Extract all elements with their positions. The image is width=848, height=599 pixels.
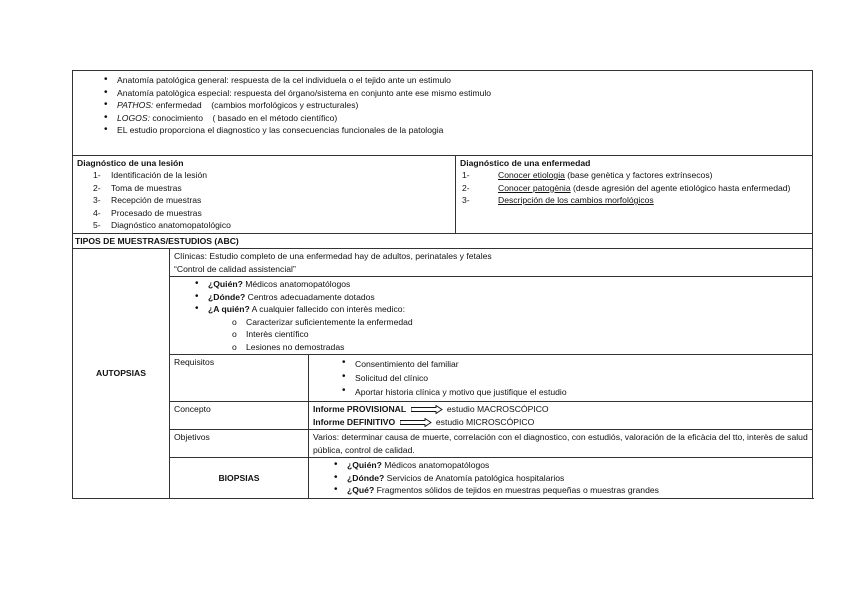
tipos-title: TIPOS DE MUESTRAS/ESTUDIOS (ABC) xyxy=(73,233,813,249)
list-item: • Anatomía patológica general: respuesta de la cel individuela o el tejido ante un estimulo xyxy=(117,74,808,87)
objetivos-text: Varios: determinar causa de muerte, correlación con el diagnostico, con estudiós, valoración de la eficàcia del tto, interès de salud pública, control de calidad. xyxy=(309,430,813,458)
autopsias-preguntas xyxy=(174,278,808,353)
list-item: 4- Procesado de muestras xyxy=(93,207,202,218)
list-item: 1- Identificación de la lesión xyxy=(93,170,208,180)
notes-table xyxy=(72,70,813,499)
list-item: • Aportar historia clínica y motivo que justifique el estudio xyxy=(355,385,808,399)
diag-enfermedad-steps xyxy=(460,169,808,207)
list-item: • ¿A quién? A cualquier fallecido con interès medico: o Caracterizar suficientemente la enfermedad o Interès científico o Lesiones no demostradas xyxy=(208,303,808,353)
list-item: • Solicitud del clínico xyxy=(355,371,808,385)
concepto-cell xyxy=(309,402,813,430)
autopsias-clinicas-row xyxy=(73,249,813,277)
autopsias-detalle-cell xyxy=(170,277,813,355)
list-item: • ¿Quién? Médicos anatomopatólogos xyxy=(208,278,808,291)
diag-lesion-cell xyxy=(73,155,456,233)
biopsias-row xyxy=(73,458,813,499)
list-item: 2- Conocer patogènia (desde agresión del agente etiológico hasta enfermedad) xyxy=(462,182,791,193)
requisitos-label: Requisitos xyxy=(170,355,309,402)
autopsias-label: AUTOPSIAS xyxy=(73,249,170,499)
autopsias-subitems xyxy=(208,316,808,354)
diag-lesion-title: Diagnóstico de una lesión xyxy=(77,157,184,168)
intro-list xyxy=(77,74,808,137)
list-item: o Lesiones no demostradas xyxy=(246,341,808,354)
biopsias-cell xyxy=(309,458,813,499)
concepto-row xyxy=(73,402,813,430)
intro-row xyxy=(73,71,813,156)
tipos-row xyxy=(73,233,813,249)
concepto-label: Concepto xyxy=(170,402,309,430)
biopsias-label: BIOPSIAS xyxy=(170,458,309,499)
list-item: 2- Toma de muestras xyxy=(93,182,182,193)
list-item: • LOGOS: conocimiento ( basado en el método científico) xyxy=(117,112,808,125)
list-item: 3- Descripción de los cambios morfológicos xyxy=(462,195,654,205)
diag-enfermedad-title: Diagnóstico de una enfermedad xyxy=(460,157,591,168)
list-item: • Consentimiento del familiar xyxy=(355,357,808,371)
list-item: • EL estudio proporciona el diagnostico y las consecuencias funcionales de la patologia xyxy=(117,124,808,137)
clinicas-cell: Clínicas: Estudio completo de una enfermedad hay de adultos, perinatales y fetales “Control de calidad assistencial” xyxy=(170,249,813,277)
list-item: 3- Recepción de muestras xyxy=(93,195,202,205)
objetivos-row xyxy=(73,430,813,458)
autopsias-detalle-row xyxy=(73,277,813,355)
diag-enfermedad-cell xyxy=(456,155,813,233)
list-item: 5- Diagnóstico anatomopatológico xyxy=(93,220,231,230)
diagnostico-row xyxy=(73,155,813,233)
list-item: o Interès científico xyxy=(246,328,808,341)
list-item: • PATHOS: enfermedad (cambios morfológicos y estructurales) xyxy=(117,99,808,112)
informe-provisional: Informe PROVISIONAL estudio MACROSCÓPICO xyxy=(313,404,549,414)
intro-cell xyxy=(73,71,813,156)
list-item: • ¿Dónde? Centros adecuadamente dotados xyxy=(208,291,808,304)
arrow-right-icon xyxy=(411,405,443,414)
requisitos-row xyxy=(73,355,813,402)
objetivos-label: Objetivos xyxy=(170,430,309,458)
requisitos-list xyxy=(313,357,808,399)
list-item: o Caracterizar suficientemente la enfermedad xyxy=(246,316,808,329)
list-item: • Anatomía patològica especial: respuesta del órgano/sistema en conjunto ante ese mismo estimulo xyxy=(117,87,808,100)
diag-lesion-steps xyxy=(77,169,451,232)
biopsias-list xyxy=(313,459,808,497)
requisitos-cell xyxy=(309,355,813,402)
informe-definitivo: Informe DEFINITIVO estudio MICROSCÓPICO xyxy=(313,416,535,427)
list-item: • ¿Dónde? Servicios de Anatomía patológica hospitalarios xyxy=(347,472,808,485)
arrow-right-icon xyxy=(400,418,432,427)
list-item: • ¿Qué? Fragmentos sólidos de tejidos en muestras pequeñas o muestras grandes xyxy=(347,484,808,497)
list-item: • ¿Quién? Médicos anatomopatólogos xyxy=(347,459,808,472)
list-item: 1- Conocer etiologia (base genètica y factores extrínsecos) xyxy=(462,170,713,180)
document xyxy=(72,70,812,499)
